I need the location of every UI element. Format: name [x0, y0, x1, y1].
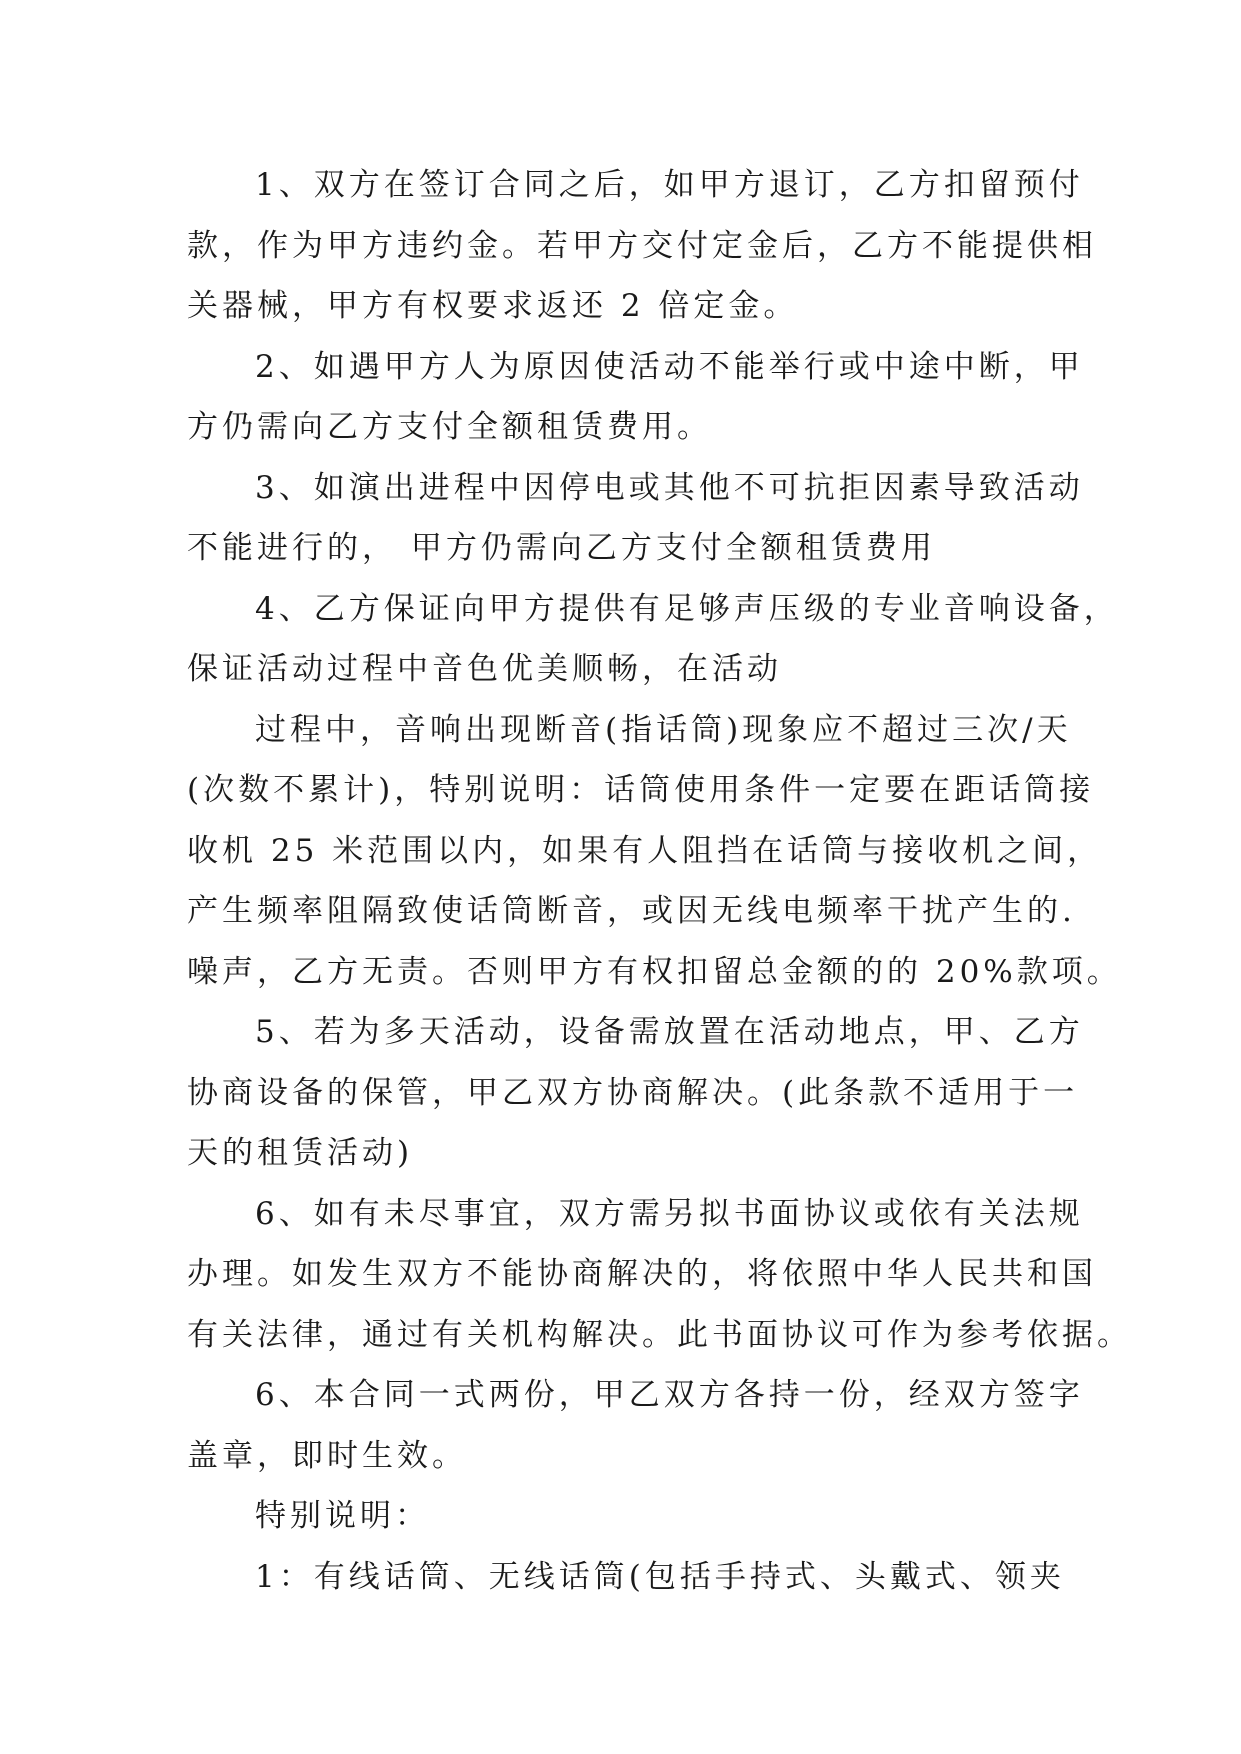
text-line: 保证活动过程中音色优美顺畅，在活动	[187, 651, 782, 687]
text-line: 关器械，甲方有权要求返还 2 倍定金。	[187, 288, 799, 324]
text-line: 噪声，乙方无责。否则甲方有权扣留总金额的的 20%款项。	[187, 953, 1122, 990]
text-line: 5、若为多天活动，设备需放置在活动地点，甲、乙方	[255, 1014, 1084, 1050]
text-line: 3、如演出进程中因停电或其他不可抗拒因素导致活动	[255, 469, 1084, 506]
text-line: 6、如有未尽事宜，双方需另拟书面协议或依有关法规	[255, 1195, 1084, 1232]
text-line: (次数不累计)，特别说明：话筒使用条件一定要在距话筒接	[187, 772, 1095, 808]
contract-body	[187, 155, 1132, 1607]
text-line: 天的租赁活动)	[187, 1135, 414, 1171]
text-line: 盖章，即时生效。	[187, 1437, 467, 1474]
text-line: 2、如遇甲方人为原因使活动不能举行或中途中断，甲	[255, 348, 1084, 385]
text-line: 收机 25 米范围以内，如果有人阻挡在话筒与接收机之间，	[187, 832, 1103, 869]
text-line: 协商设备的保管，甲乙双方协商解决。(此条款不适用于一	[187, 1074, 1079, 1111]
text-line: 有关法律，通过有关机构解决。此书面协议可作为参考依据。	[187, 1316, 1132, 1353]
text-line: 款，作为甲方违约金。若甲方交付定金后，乙方不能提供相	[187, 227, 1097, 264]
text-line: 1：有线话筒、无线话筒(包括手持式、头戴式、领夹	[255, 1558, 1065, 1595]
text-line: 不能进行的， 甲方仍需向乙方支付全额租赁费用	[187, 530, 936, 566]
text-line: 产生频率阻隔致使话筒断音，或因无线电频率干扰产生的.	[187, 893, 1076, 929]
text-line: 过程中，音响出现断音(指话筒)现象应不超过三次/天	[255, 711, 1072, 748]
text-line: 特别说明：	[255, 1498, 430, 1534]
text-line: 办理。如发生双方不能协商解决的，将依照中华人民共和国	[187, 1256, 1097, 1292]
text-line: 4、乙方保证向甲方提供有足够声压级的专业音响设备，	[255, 590, 1119, 627]
text-line: 6、本合同一式两份，甲乙双方各持一份，经双方签字	[255, 1377, 1084, 1413]
text-line: 方仍需向乙方支付全额租赁费用。	[187, 409, 712, 445]
text-line: 1、双方在签订合同之后，如甲方退订，乙方扣留预付	[255, 167, 1084, 203]
